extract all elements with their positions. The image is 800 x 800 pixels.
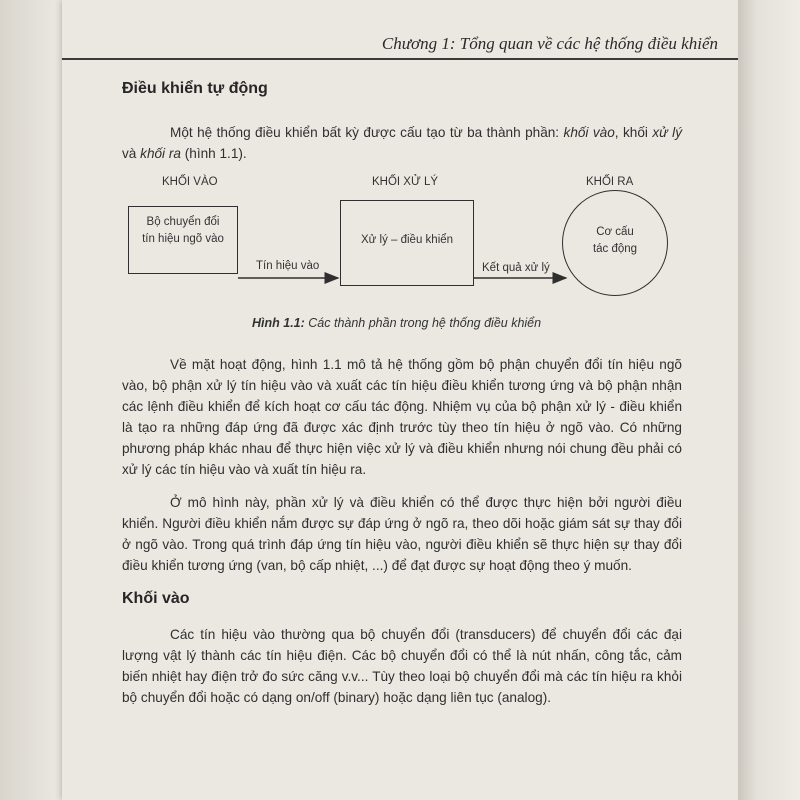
intro-text-mid1: , khối [614,125,653,140]
intro-text: Một hệ thống điều khiển bất kỳ được cấu tạo từ ba thành phần: [170,125,564,140]
section-heading-input-block: Khối vào [122,590,190,607]
arrow1-label: Tín hiệu vào [256,260,320,272]
term-input-block: khối vào [563,125,615,140]
running-header: Chương 1: Tổng quan về các hệ thống điều khiển [381,34,718,53]
input-converter-line2: tín hiệu ngõ vào [142,233,224,245]
caption-text: Các thành phần trong hệ thống điều khiển [304,316,542,330]
processing-label: Xử lý – điều khiển [360,234,454,246]
figure-label-process: KHỐI XỬ LÝ [372,176,439,188]
actuator-line1: Cơ cấu [596,226,634,238]
paragraph-model [122,492,682,576]
caption-number: Hình 1.1: [252,316,305,330]
page-edge [738,0,800,800]
figure-label-output: KHỐI RA [586,176,634,188]
figure-caption [252,316,541,330]
input-converter-line1: Bộ chuyển đổi [146,216,220,228]
term-output-block: khối ra [140,146,181,161]
intro-text-mid2: và [122,146,141,161]
arrow2-label: Kết quả xử lý [482,262,550,274]
paragraph-model-text: Ở mô hình này, phần xử lý và điều khiển có thể được thực hiện bởi người điều khiển. Người điều khiển nắm được sự đáp ứng ở ngõ ra, theo dõi hoặc giám sát sự thay đổi ở ngõ vào. Trong quá trình đáp ứng tín hiệu vào, người điều khiển sẽ thực hiện sự thay đổi điều khiển tương ứng (van, bộ cấp nhiệt, ...) để đạt được sự hoạt động theo ý muốn. [122,495,682,573]
paragraph-operation-text: Về mặt hoạt động, hình 1.1 mô tả hệ thống gồm bộ phận chuyển đổi tín hiệu ngõ vào, bộ phận xử lý tín hiệu vào và xuất các tín hiệu điều khiển tương ứng và bộ phận nhận các lệnh điều khiển để kích hoạt cơ cấu tác động. Nhiệm vụ của bộ phận xử lý - điều khiển là tạo ra những đáp ứng đã được xác định trước tùy theo tín hiệu ở ngõ vào. Có những phương pháp khác nhau để thực hiện việc xử lý và điều khiển nhưng nói chung đều phải có xử lý các tín hiệu vào và xuất tín hiệu ra. [122,357,682,477]
section-heading-automatic-control: Điều khiển tự động [122,80,268,97]
book-page [62,0,738,800]
intro-text-end: (hình 1.1). [180,146,247,161]
paragraph-input-block [122,624,682,708]
actuator-line2: tác động [592,243,638,255]
paragraph-input-block-text: Các tín hiệu vào thường qua bộ chuyển đổi (transducers) để chuyển đổi các đại lượng vật lý thành các tín hiệu điện. Các bộ chuyển đổi có thể là nút nhấn, công tắc, cảm biến nhiệt hay điện trở đo sức căng v.v... Tùy theo loại bộ chuyển đổi mà các tín hiệu ra khỏi bộ chuyển đổi hoặc có dạng on/off (binary) hoặc dạng liên tục (analog). [122,627,682,705]
term-processing-block: xử lý [652,125,682,140]
paragraph-operation [122,354,682,480]
figure-label-input: KHỐI VÀO [162,176,218,188]
figure-arrows [62,0,738,320]
